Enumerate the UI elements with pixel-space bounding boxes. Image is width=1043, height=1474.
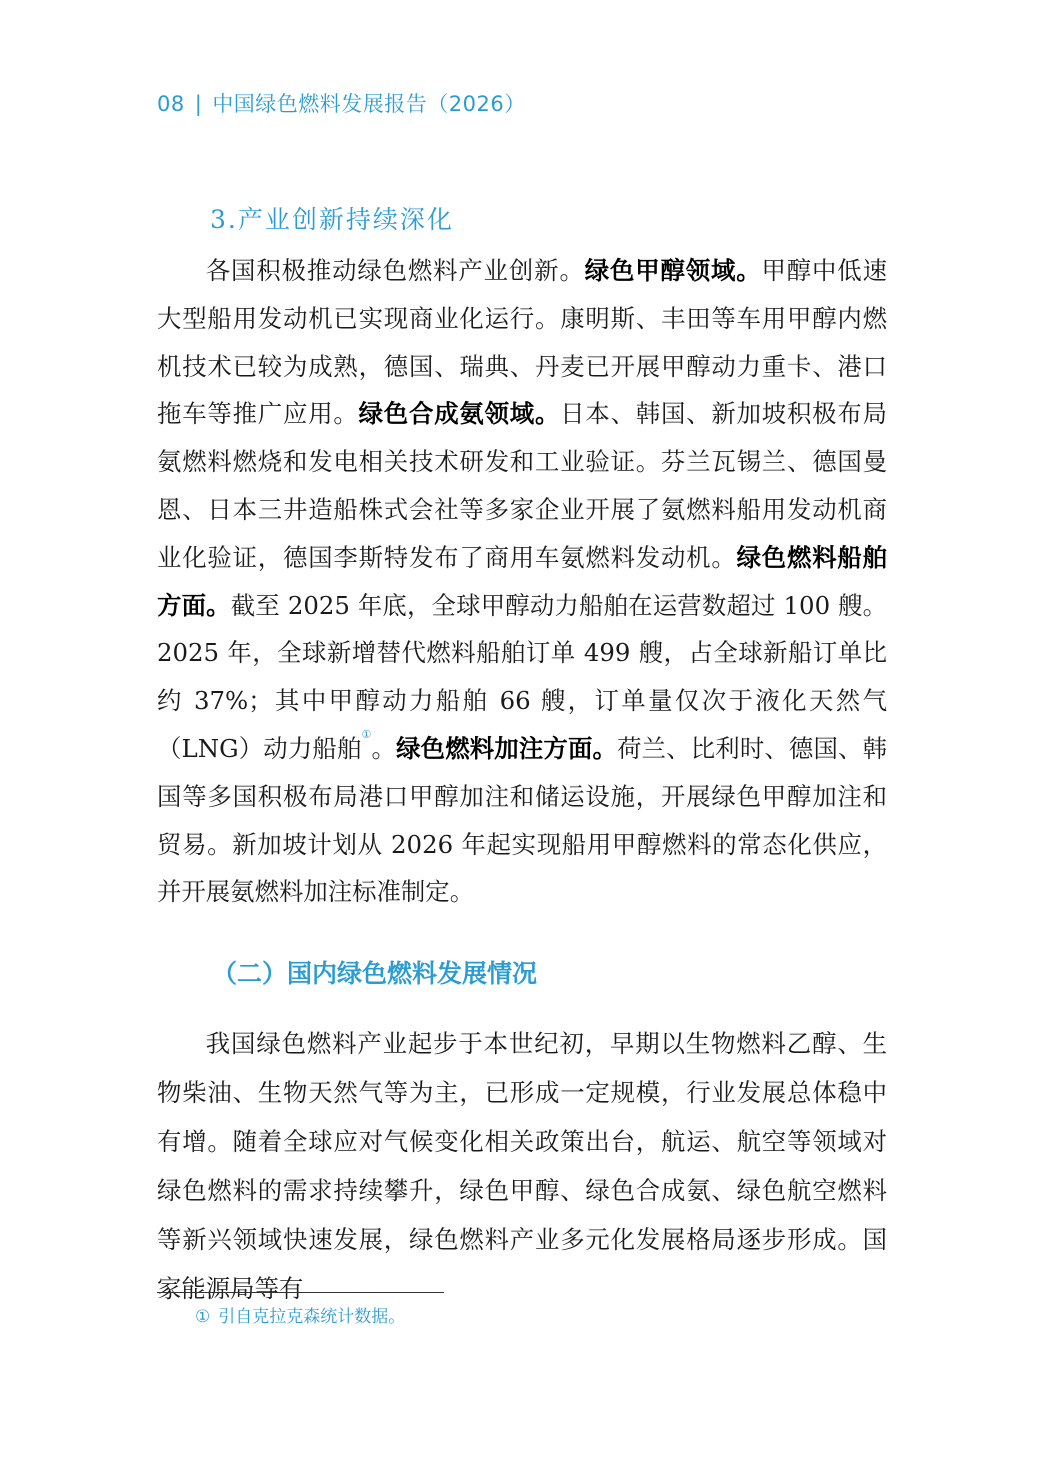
paragraph-text: 荷兰、比利时、德国、韩国等多国积极布局港口甲醇加注和储运设施，开展绿色甲醇加注和贸易。新加坡计划从 2026 年起实现船用甲醇燃料的常态化供应，并开展氨燃料加注标准制定。 <box>157 733 887 907</box>
subsection-title: （二）国内绿色燃料发展情况 <box>212 959 538 988</box>
section-title: 3.产业创新持续深化 <box>210 205 454 234</box>
paragraph-text: 。 <box>371 733 397 763</box>
paragraph-text: 截至 2025 年底，全球甲醇动力船舶在运营数超过 100 艘。2025 年，全球新增替代燃料船舶订单 499 艘，占全球新船订单比约 37%；其中甲醇动力船舶 66 艘，订单量仅次于液化天然气（LNG）动力船舶 <box>157 590 887 763</box>
bold-topic-green-ships: 绿色燃料船舶方面。 <box>157 542 887 620</box>
footnote-text: 引自克拉克森统计数据。 <box>218 1307 406 1327</box>
bold-topic-green-ammonia: 绿色合成氨领域。 <box>358 399 561 429</box>
paragraph-domestic-development: 我国绿色燃料产业起步于本世纪初，早期以生物燃料乙醇、生物柴油、生物天然气等为主，已形成一定规模，行业发展总体稳中有增。随着全球应对气候变化相关政策出台，航运、航空等领域对绿色燃料的需求持续攀升，绿色甲醇、绿色合成氨、绿色航空燃料等新兴领域快速发展，绿色燃料产业多元化发展格局逐步形成。国家能源局等有 <box>157 1029 887 1303</box>
page-number: 08 <box>157 92 185 116</box>
paragraph-text: 日本、韩国、新加坡积极布局氨燃料燃烧和发电相关技术研发和工业验证。芬兰瓦锡兰、德国曼恩、日本三井造船株式会社等多家企业开展了氨燃料船用发动机商业化验证，德国李斯特发布了商用车氨燃料发动机。 <box>157 399 887 572</box>
footnote-mark: ① <box>195 1307 211 1327</box>
paragraph-text: 各国积极推动绿色燃料产业创新。 <box>205 256 585 285</box>
bold-topic-green-methanol: 绿色甲醇领域。 <box>584 256 762 285</box>
bold-topic-bunkering: 绿色燃料加注方面。 <box>396 733 618 763</box>
footnote-reference[interactable]: ① <box>361 727 372 741</box>
paragraph-text: 甲醇中低速大型船用发动机已实现商业化运行。康明斯、丰田等车用甲醇内燃机技术已较为成熟，德国、瑞典、丹麦已开展甲醇动力重卡、港口拖车等推广应用。 <box>157 256 887 429</box>
report-title: 中国绿色燃料发展报告（2026） <box>212 92 526 116</box>
header-separator: | <box>194 92 203 116</box>
footnote-divider <box>157 1292 444 1293</box>
footnote <box>195 1302 405 1327</box>
page-header <box>157 88 526 118</box>
paragraph-industry-innovation <box>157 247 887 916</box>
